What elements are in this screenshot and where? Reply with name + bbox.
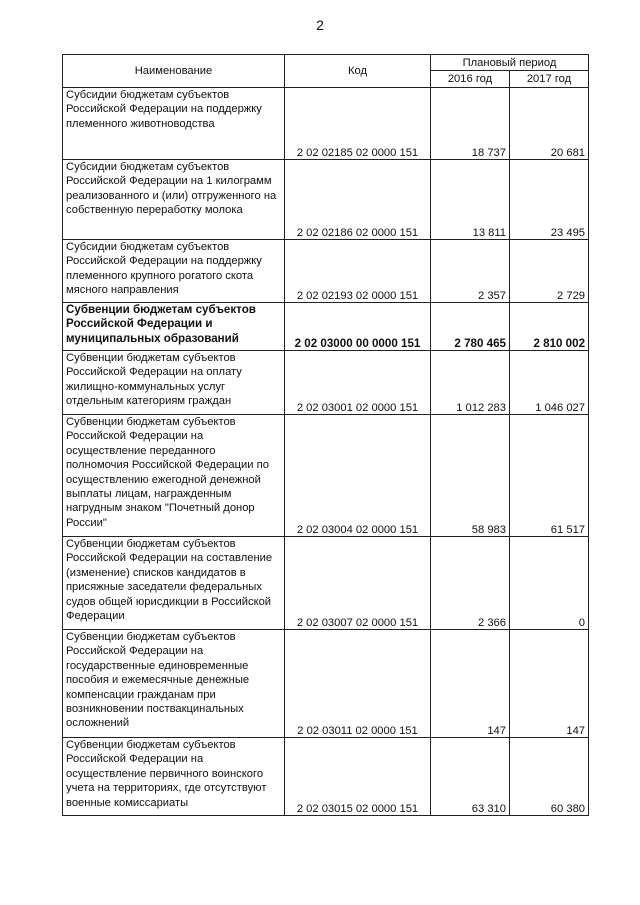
- row-name-cell: Субвенции бюджетам субъектов Российской Федерации на составление (изменение) списков кандидатов в присяжные заседатели федеральных судов общей юрисдикции в Российской Федерации: [63, 537, 285, 630]
- row-2016-cell: 58 983: [431, 415, 510, 537]
- table-row: [63, 303, 589, 351]
- row-name-cell: Субвенции бюджетам субъектов Российской Федерации на осуществление первичного воинского учета на территориях, где отсутствуют военные комиссариаты: [63, 738, 285, 816]
- row-code-cell: 2 02 03007 02 0000 151: [285, 537, 431, 630]
- row-2016-cell: 147: [431, 630, 510, 738]
- row-name-cell: Субсидии бюджетам субъектов Российской Федерации на поддержку племенного животноводства: [63, 88, 285, 160]
- row-code-cell: 2 02 03001 02 0000 151: [285, 351, 431, 415]
- row-code-cell: 2 02 02185 02 0000 151: [285, 88, 431, 160]
- row-2016-cell: 63 310: [431, 738, 510, 816]
- row-2017-cell: 61 517: [510, 415, 589, 537]
- row-code-cell: 2 02 02193 02 0000 151: [285, 240, 431, 303]
- row-2016-cell: 13 811: [431, 160, 510, 240]
- column-header-period: Плановый период: [431, 55, 589, 71]
- row-2017-cell: 1 046 027: [510, 351, 589, 415]
- table-row: [63, 415, 589, 537]
- row-2017-cell: 147: [510, 630, 589, 738]
- row-2017-cell: 60 380: [510, 738, 589, 816]
- row-2017-cell: 0: [510, 537, 589, 630]
- table-row: [63, 351, 589, 415]
- column-header-2017: 2017 год: [510, 71, 589, 88]
- row-name-cell: Субвенции бюджетам субъектов Российской Федерации на осуществление переданного полномочия Российской Федерации по осуществлению ежегодной денежной выплаты лицам, награжденным нагрудным знаком "Почетный донор России": [63, 415, 285, 537]
- row-2016-cell: 2 366: [431, 537, 510, 630]
- row-code-cell: 2 02 03015 02 0000 151: [285, 738, 431, 816]
- row-name-cell: Субвенции бюджетам субъектов Российской Федерации и муниципальных образований: [63, 303, 285, 351]
- table-row: [63, 160, 589, 240]
- column-header-2016: 2016 год: [431, 71, 510, 88]
- table-row: [63, 88, 589, 160]
- row-2017-cell: 2 810 002: [510, 303, 589, 351]
- table-row: [63, 630, 589, 738]
- row-name-cell: Субвенции бюджетам субъектов Российской Федерации на государственные единовременные пособия и ежемесячные денежные компенсации гражданам при возникновении поствакцинальных осложнений: [63, 630, 285, 738]
- page-number: 2: [316, 17, 324, 33]
- row-code-cell: 2 02 03004 02 0000 151: [285, 415, 431, 537]
- row-name-cell: Субсидии бюджетам субъектов Российской Федерации на 1 килограмм реализованного и (или) отгруженного на собственную переработку молока: [63, 160, 285, 240]
- table-row: [63, 537, 589, 630]
- row-2017-cell: 2 729: [510, 240, 589, 303]
- row-2017-cell: 20 681: [510, 88, 589, 160]
- row-code-cell: 2 02 02186 02 0000 151: [285, 160, 431, 240]
- row-name-cell: Субвенции бюджетам субъектов Российской Федерации на оплату жилищно-коммунальных услуг отдельным категориям граждан: [63, 351, 285, 415]
- row-2016-cell: 1 012 283: [431, 351, 510, 415]
- column-header-name: Наименование: [63, 55, 285, 88]
- row-2016-cell: 18 737: [431, 88, 510, 160]
- budget-table: [62, 54, 589, 816]
- row-code-cell: 2 02 03000 00 0000 151: [285, 303, 431, 351]
- table-row: [63, 738, 589, 816]
- column-header-code: Код: [285, 55, 431, 88]
- row-2017-cell: 23 495: [510, 160, 589, 240]
- row-code-cell: 2 02 03011 02 0000 151: [285, 630, 431, 738]
- row-2016-cell: 2 780 465: [431, 303, 510, 351]
- row-2016-cell: 2 357: [431, 240, 510, 303]
- table-body: [63, 88, 589, 816]
- row-name-cell: Субсидии бюджетам субъектов Российской Федерации на поддержку племенного крупного рогатого скота мясного направления: [63, 240, 285, 303]
- table-row: [63, 240, 589, 303]
